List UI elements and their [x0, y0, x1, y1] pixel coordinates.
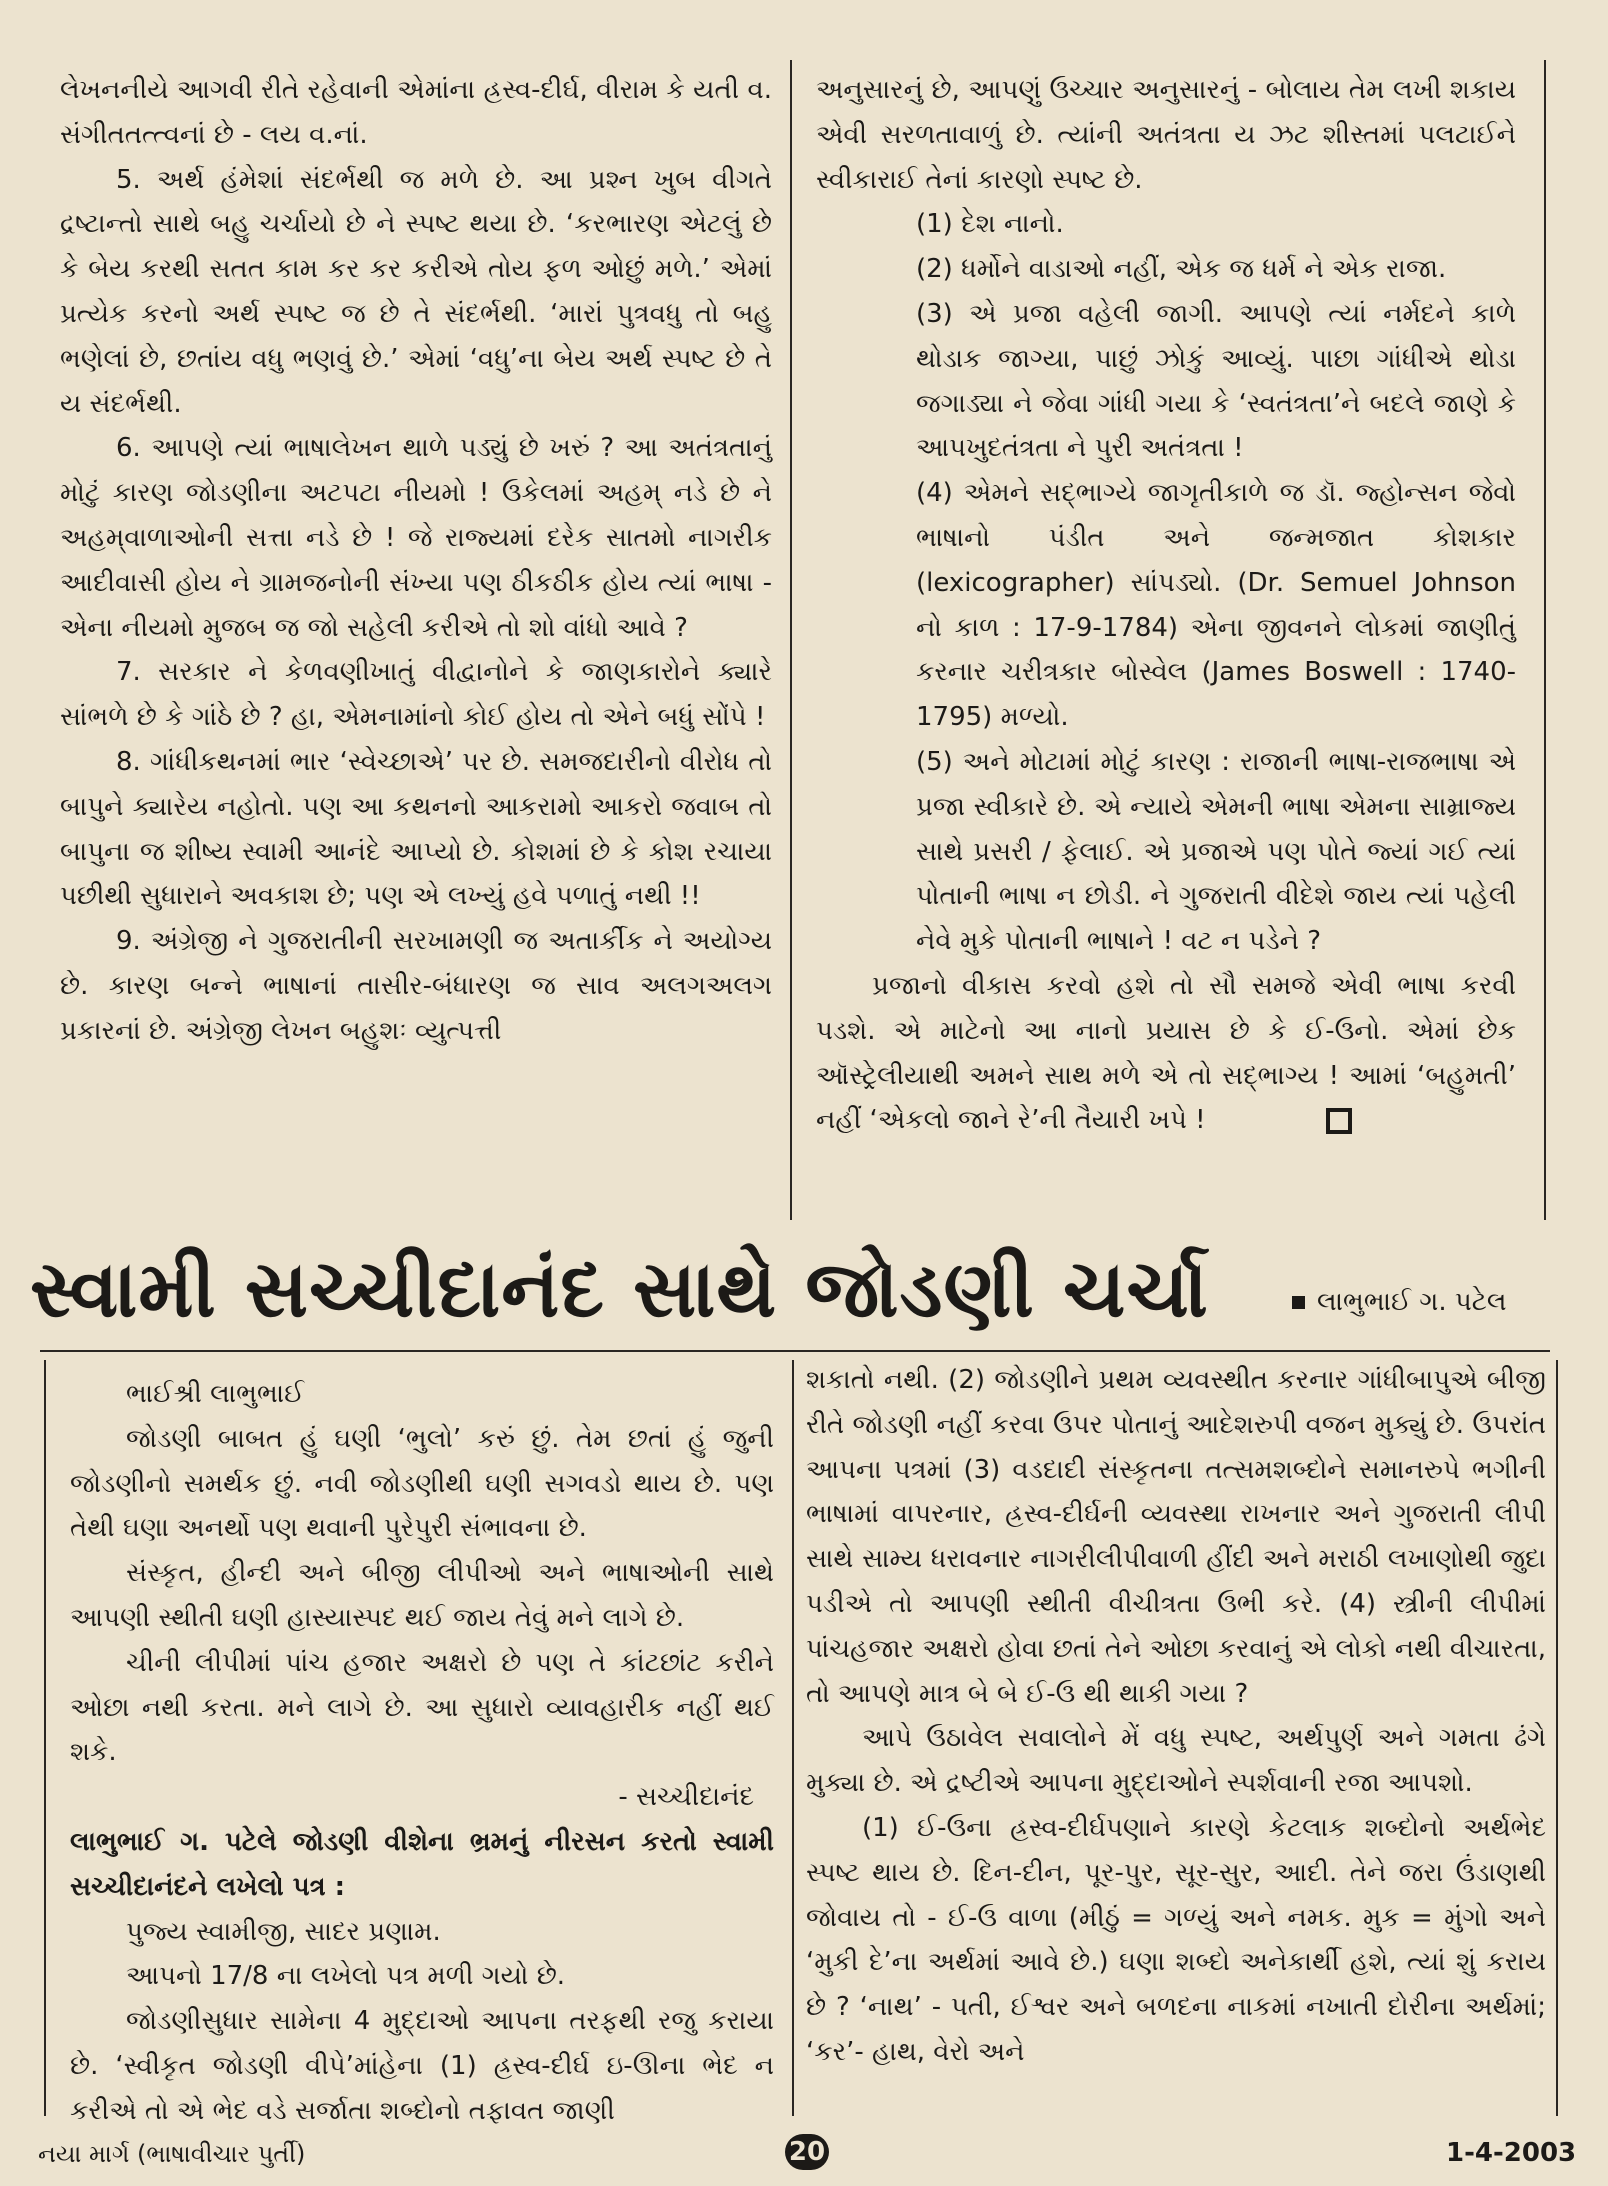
right-border-article — [1556, 1360, 1558, 2116]
footer-date: 1-4-2003 — [1446, 2138, 1577, 2168]
paragraph: (3) એ પ્રજા વહેલી જાગી. આપણે ત્યાં નર્મદને કાળે થોડાક જાગ્યા, પાછું ઝોકું આવ્યું. પાછા ગાંધીએ થોડા જગાડ્યા ને જેવા ગાંધી ગયા કે ‘સ્વતંત્રતા’ને બદલે જાણે કે આપખુદતંત્રતા ને પુરી અતંત્રતા ! — [916, 298, 1516, 464]
footer-page-number: 20 — [785, 2134, 829, 2170]
paragraph: - સચ્ચીદાનંદ — [618, 1782, 754, 1813]
article-byline — [1292, 1284, 1592, 1320]
paragraph: (5) અને મોટામાં મોટું કારણ : રાજાની ભાષા-રાજભાષા એ પ્રજા સ્વીકારે છે. એ ન્યાયે એમની ભાષા એમના સામ્રાજ્ય સાથે પ્રસરી / ફેલાઈ. એ પ્રજાએ પણ પોતે જ્યાં ગઈ ત્યાં પોતાની ભાષા ન છોડી. ને ગુજરાતી વીદેશે જાય ત્યાં પહેલી નેવે મુકે પોતાની ભાષાને ! વટ ન પડેને ? — [916, 746, 1516, 957]
paragraph: જોડણીસુધાર સામેના 4 મુદ્દાઓ આપના તરફથી રજુ કરાયા છે. ‘સ્વીકૃત જોડણી વીપે’માંહેના (1) હ્રસ્વ-દીર્ઘ ઇ-ઊના ભેદ ન કરીએ તો એ ભેદ વડે સર્જાતા શબ્દોનો તફાવત જાણી — [70, 2006, 774, 2126]
footer-publication: નયા માર્ગ (ભાષાવીચાર પુર્તી) — [38, 2140, 306, 2168]
paragraph: પુજ્ય સ્વામીજી, સાદર પ્રણામ. — [126, 1916, 441, 1947]
end-mark-icon — [1326, 1108, 1352, 1134]
paragraph: આપે ઉઠાવેલ સવાલોને મેં વધુ સ્પષ્ટ, અર્થપુર્ણ અને ગમતા ઢંગે મુક્યા છે. એ દ્રષ્ટીએ આપના મુદ્દાઓને સ્પર્શવાની રજા આપશો. — [806, 1723, 1546, 1799]
bullet-icon — [1292, 1296, 1305, 1309]
column-divider-top — [790, 60, 792, 1220]
paragraph: લેખનનીયે આગવી રીતે રહેવાની એમાંના હ્રસ્વ-દીર્ઘ, વીરામ કે યતી વ. સંગીતતત્ત્વનાં છે - લય વ.નાં. — [60, 75, 772, 150]
paragraph: સંસ્કૃત, હીન્દી અને બીજી લીપીઓ અને ભાષાઓની સાથે આપણી સ્થીતી ઘણી હાસ્યાસ્પદ થઈ જાય તેવું મને લાગે છે. — [70, 1558, 774, 1633]
left-border-article — [44, 1360, 46, 2116]
paragraph: ચીની લીપીમાં પાંચ હજાર અક્ષરો છે પણ તે કાંટછાંટ કરીને ઓછા નથી કરતા. મને લાગે છે. આ સુધારો વ્યાવહારીક નહીં થઈ શકે. — [70, 1647, 774, 1768]
paragraph: આપનો 17/8 ના લખેલો પત્ર મળી ગયો છે. — [126, 1961, 566, 1992]
paragraph: (1) દેશ નાનો. — [916, 209, 1064, 240]
article-right-column — [806, 1358, 1546, 2075]
paragraph: 7. સરકાર ને કેળવણીખાતું વીદ્વાનોને કે જાણકારોને ક્યારે સાંભળે છે કે ગાંઠે છે ? હા, એમનામાંનો કોઈ હોય તો એને બધું સોંપે ! — [60, 657, 772, 733]
paragraph: અનુસારનું છે, આપણું ઉચ્ચાર અનુસારનું - બોલાય તેમ લખી શકાય એવી સરળતાવાળું છે. ત્યાંની અતંત્રતા ય ઝટ શીસ્તમાં પલટાઈને સ્વીકારાઈ તેનાં કારણો સ્પષ્ટ છે. — [816, 75, 1516, 195]
paragraph: 6. આપણે ત્યાં ભાષાલેખન થાળે પડ્યું છે ખરું ? આ અતંત્રતાનું મોટું કારણ જોડણીના અટપટા નીયમો ! ઉકેલમાં અહમ્ નડે છે ને અહમ્‌વાળાઓની સત્તા નડે છે ! જે રાજ્યમાં દરેક સાતમો નાગરીક આદીવાસી હોય ને ગ્રામજનોની સંખ્યા પણ ઠીકઠીક હોય ત્યાં ભાષા - એના નીયમો મુજબ જ જો સહેલી કરીએ તો શો વાંધો આવે ? — [60, 433, 772, 643]
paragraph: ભાઈશ્રી લાભુભાઈ — [126, 1379, 305, 1409]
paragraph: શકાતો નથી. (2) જોડણીને પ્રથમ વ્યવસ્થીત કરનાર ગાંધીબાપુએ બીજી રીતે જોડણી નહીં કરવા ઉપર પોતાનું આદેશરુપી વજન મુક્યું છે. ઉપરાંત આપના પત્રમાં (3) વડદાદી સંસ્કૃતના તત્સમશબ્દોને સમાનરુપે ભગીની ભાષામાં વાપરનાર, હ્રસ્વ-દીર્ઘની વ્યવસ્થા રાખનાર અને ગુજરાતી લીપી સાથે સામ્ય ધરાવનાર નાગરીલીપીવાળી હીંદી અને મરાઠી લખાણોથી જુદા પડીએ તો આપણી સ્થીતી વીચીત્રતા ઉભી કરે. (4) સ્ત્રીની લીપીમાં પાંચહજાર અક્ષરો હોવા છતાં તેને ઓછા કરવાનું એ લોકો નથી વીચારતા, તો આપણે માત્ર બે બે ઈ-ઉ થી થાકી ગયા ? — [806, 1365, 1546, 1709]
headline-rule — [40, 1350, 1550, 1352]
paragraph: (1) ઈ-ઉના હ્રસ્વ-દીર્ઘપણાને કારણે કેટલાક શબ્દોનો અર્થભેદ સ્પષ્ટ થાય છે. દિન-દીન, પૂર-પુર, સૂર-સુર, આદી. તેને જરા ઉંડાણથી જોવાય તો - ઈ-ઉ વાળા (મીઠું = ગળ્યું અને નમક. મુક = મુંગો અને ‘મુકી દે’ના અર્થમાં આવે છે.) ઘણા શબ્દો અનેકાર્થી હશે, ત્યાં શું કરાય છે ? ‘નાથ’ - પતી, ઈશ્વર અને બળદના નાકમાં નખાતી દોરીના અર્થમાં; ‘કર’- હાથ, વેરો અને — [806, 1812, 1546, 2067]
top-right-column — [816, 68, 1516, 1143]
paragraph: જોડણી બાબત હું ઘણી ‘ભુલો’ કરું છું. તેમ છતાં હું જુની જોડણીનો સમર્થક છું. નવી જોડણીથી ઘણી સગવડો થાય છે. પણ તેથી ઘણા અનર્થો પણ થવાની પુરેપુરી સંભાવના છે. — [70, 1423, 774, 1544]
article-left-column — [70, 1372, 774, 2134]
paragraph: પ્રજાનો વીકાસ કરવો હશે તો સૌ સમજે એવી ભાષા કરવી પડશે. એ માટેનો આ નાનો પ્રયાસ છે કે ઈ-ઉનો. એમાં છેક ઑસ્ટ્રેલીયાથી અમને સાથ મળે એ તો સદ્‌ભાગ્ય ! આમાં ‘બહુમતી’ નહીં ‘એકલો જાને રે’ની તૈયારી ખપે ! — [816, 970, 1516, 1136]
right-border-top — [1544, 60, 1546, 1220]
paragraph: લાભુભાઈ ગ. પટેલે જોડણી વીશેના ભ્રમનું નીરસન કરતો સ્વામી સચ્ચીદાનંદને લખેલો પત્ર : — [70, 1826, 774, 1902]
article-headline: સ્વામી સચ્ચીદાનંદ સાથે જોડણી ચર્ચા — [30, 1244, 1209, 1335]
column-divider-article — [792, 1360, 794, 2116]
top-left-column — [60, 68, 772, 1054]
byline-text: લાભુભાઈ ગ. પટેલ — [1317, 1287, 1507, 1317]
paragraph: (2) ધર્મોને વાડાઓ નહીં, એક જ ધર્મ ને એક રાજા. — [916, 254, 1447, 285]
paragraph: 9. અંગ્રેજી ને ગુજરાતીની સરખામણી જ અતાર્કીક ને અયોગ્ય છે. કારણ બન્ને ભાષાનાં તાસીર-બંધારણ જ સાવ અલગઅલગ પ્રકારનાં છે. અંગ્રેજી લેખન બહુશઃ વ્યુત્પત્તી — [60, 926, 772, 1046]
paragraph: 8. ગાંધીકથનમાં ભાર ‘સ્વેચ્છાએ’ પર છે. સમજદારીનો વીરોધ તો બાપુને ક્યારેય નહોતો. પણ આ કથનનો આકરામો આકરો જવાબ તો બાપુના જ શીષ્ય સ્વામી આનંદે આપ્યો છે. કોશમાં છે કે કોશ રચાયા પછીથી સુધારાને અવકાશ છે; પણ એ લખ્યું હવે પળાતું નથી !! — [60, 746, 772, 912]
paragraph: 5. અર્થ હંમેશાં સંદર્ભથી જ મળે છે. આ પ્રશ્ન ખુબ વીગતે દ્રષ્ટાન્તો સાથે બહુ ચર્ચાયો છે ને સ્પષ્ટ થયા છે. ‘કરભારણ એટલું છે કે બેય કરથી સતત કામ કર કર કરીએ તોય ફળ ઓછું મળે.’ એમાં પ્રત્યેક કરનો અર્થ સ્પષ્ટ જ છે તે સંદર્ભથી. ‘મારાં પુત્રવધુ તો બહુ ભણેલાં છે, છતાંય વધુ ભણવું છે.’ એમાં ‘વધુ’ના બેય અર્થ સ્પષ્ટ છે તે ય સંદર્ભથી. — [60, 164, 772, 419]
paragraph: (4) એમને સદ્‌ભાગ્યે જાગૃતીકાળે જ ડૉ. જ્હોન્સન જેવો ભાષાનો પંડીત અને જન્મજાત કોશકાર (lexicographer) સાંપડ્યો. (Dr. Semuel Johnson નો કાળ : 17-9-1784) એના જીવનને લોકમાં જાણીતું કરનાર ચરીત્રકાર બોસ્વેલ (James Boswell : 1740-1795) મળ્યો. — [916, 478, 1516, 733]
